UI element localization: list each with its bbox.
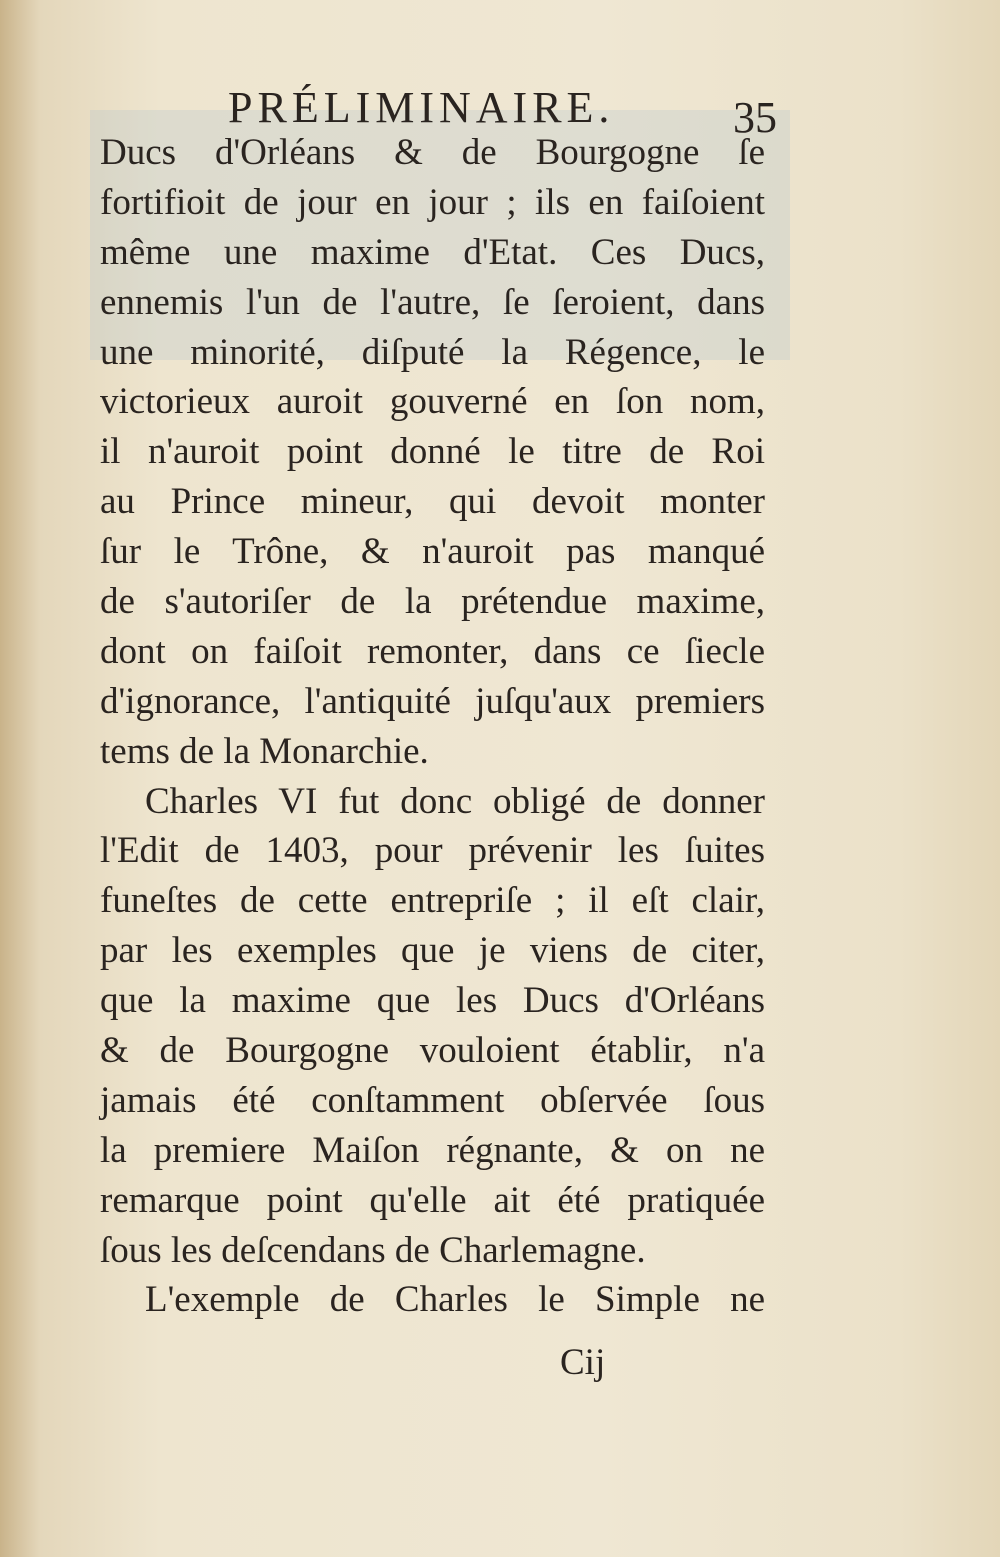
text-line: au Prince mineur, qui devoit monter <box>100 481 765 523</box>
text-line: funeſtes de cette entrepriſe ; il eſt clair, <box>100 880 765 922</box>
text-line: ſur le Trône, & n'auroit pas manqué <box>100 531 765 573</box>
text-line: il n'auroit point donné le titre de Roi <box>100 431 765 473</box>
text-line: victorieux auroit gouverné en ſon nom, <box>100 381 765 423</box>
body-text <box>100 128 765 1325</box>
text-line: jamais été conſtamment obſervée ſous <box>100 1079 765 1121</box>
running-head: PRÉLIMINAIRE. <box>228 83 615 132</box>
text-line-paragraph-end: tems de la Monarchie. <box>100 730 429 772</box>
text-line: de s'autoriſer de la prétendue maxime, <box>100 581 765 623</box>
text-line: ennemis l'un de l'autre, ſe ſeroient, dans <box>100 281 765 323</box>
text-line: la premiere Maiſon régnante, & on ne <box>100 1129 765 1171</box>
text-line: d'ignorance, l'antiquité juſqu'aux premiers <box>100 680 765 722</box>
text-line: une minorité, diſputé la Régence, le <box>100 331 765 373</box>
text-line: dont on faiſoit remonter, dans ce ſiecle <box>100 630 765 672</box>
text-line: fortifioit de jour en jour ; ils en faiſoient <box>100 181 765 223</box>
text-line-paragraph-end: ſous les deſcendans de Charlemagne. <box>100 1229 646 1271</box>
text-line-paragraph-start: Charles VI fut donc obligé de donner <box>145 780 765 822</box>
signature-mark: Cij <box>560 1342 606 1383</box>
text-line-paragraph-start: L'exemple de Charles le Simple ne <box>145 1279 765 1321</box>
text-line: que la maxime que les Ducs d'Orléans <box>100 980 765 1022</box>
text-line: remarque point qu'elle ait été pratiquée <box>100 1179 765 1221</box>
text-line: par les exemples que je viens de citer, <box>100 930 765 972</box>
text-line: même une maxime d'Etat. Ces Ducs, <box>100 231 765 273</box>
text-line: Ducs d'Orléans & de Bourgogne ſe <box>100 132 765 173</box>
text-line: & de Bourgogne vouloient établir, n'a <box>100 1030 765 1072</box>
page-number: 35 <box>733 93 777 142</box>
text-line: l'Edit de 1403, pour prévenir les ſuites <box>100 830 765 872</box>
